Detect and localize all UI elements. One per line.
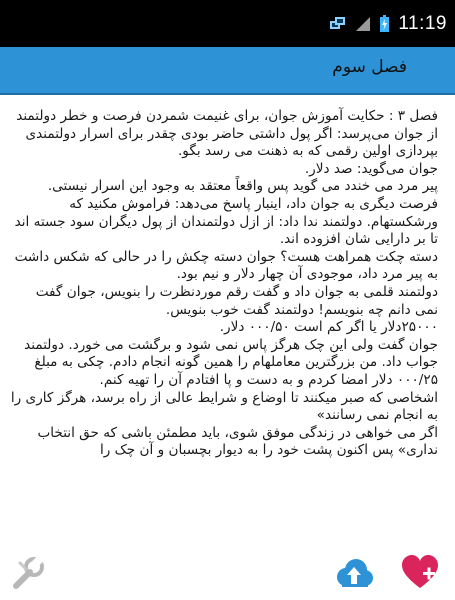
paragraph: اشخاصی که صبر میکنند تا اوضاع و شرایط عالی از راه برسد، هرگز کاری را به انجام نمی رسانند» [6,389,438,424]
paragraph: جوان گفت ولی این چک هرگز پاس نمی شود و برگشت می خورد. دولتمند جواب داد. من بزرگترین معاملهام را همین گونه انجام دادم. چکی به مبلغ ۰۰۰/۲۵ دلار امضا کردم و به دست و پا افتادم آن را تهیه کنم. [19,336,438,388]
paragraph: اگر می خواهی در زندگی موفق شوی، باید مطمئن باشی که حق انتخاب نداری» پس اکنون پشت خود را به دیوار بچسبان و آن چک را [33,424,438,459]
status-icons [330,0,447,47]
bottom-toolbar [0,545,455,600]
paragraph: دولتمند قلمی به جوان داد و گفت رقم موردنظرت را بنویس، جوان گفت نمی دانم چه بنویسم! دولتمند گفت خوب بنویس. [31,283,438,318]
paragraph: جوان می‌گوید: صد دلار. [304,160,438,177]
paragraph: فصل ۳ : حکایت آموزش جوان، برای غنیمت شمردن فرصت و خطر دولتمند از جوان می‌پرسد: اگر پول داشتی حاضر بودی چقدر برای اسرار دولتمندی بپردازی اولین رقمی که به ذهنت می رسد بگو. [11,108,438,160]
upload-button[interactable] [332,553,372,593]
heart-plus-icon [400,578,440,597]
settings-button[interactable] [8,553,48,593]
status-bar [0,0,455,47]
battery-charging-icon [380,15,389,32]
paragraph: دسته چکت همراهت هست؟ جوان دسته چکش را در حالی که شکس داشت به پیر مرد داد، موجودی آن چهار دلار و نیم بود. [10,248,438,283]
paragraph: پیر مرد می خندد می گوید پس واقعاً معتقد به وجود این اسرار نیستی. فرصت دیگری به جوان داد، اینبار پاسخ می‌دهد: فراموش مکنید که ورشکستهام. دولتمند ندا داد: از ازل دولتمندان از پول دیگران سود جسته اند تا بر دارایی شان افزوده اند. [10,178,438,248]
clock-time: 11:19 [398,12,447,34]
app-header [0,47,455,95]
favorite-button[interactable] [400,553,440,593]
cloud-upload-icon [332,578,376,597]
chapter-content[interactable] [6,108,438,548]
signal-icon [355,16,371,32]
settings-wrench-icon [8,578,48,597]
paragraph: ۲۵۰۰۰دلار یا اگر کم است ۰۰۰/۵۰ دلار. [219,319,438,336]
network-activity-icon [330,17,346,31]
page-title: فصل سوم [332,57,407,77]
